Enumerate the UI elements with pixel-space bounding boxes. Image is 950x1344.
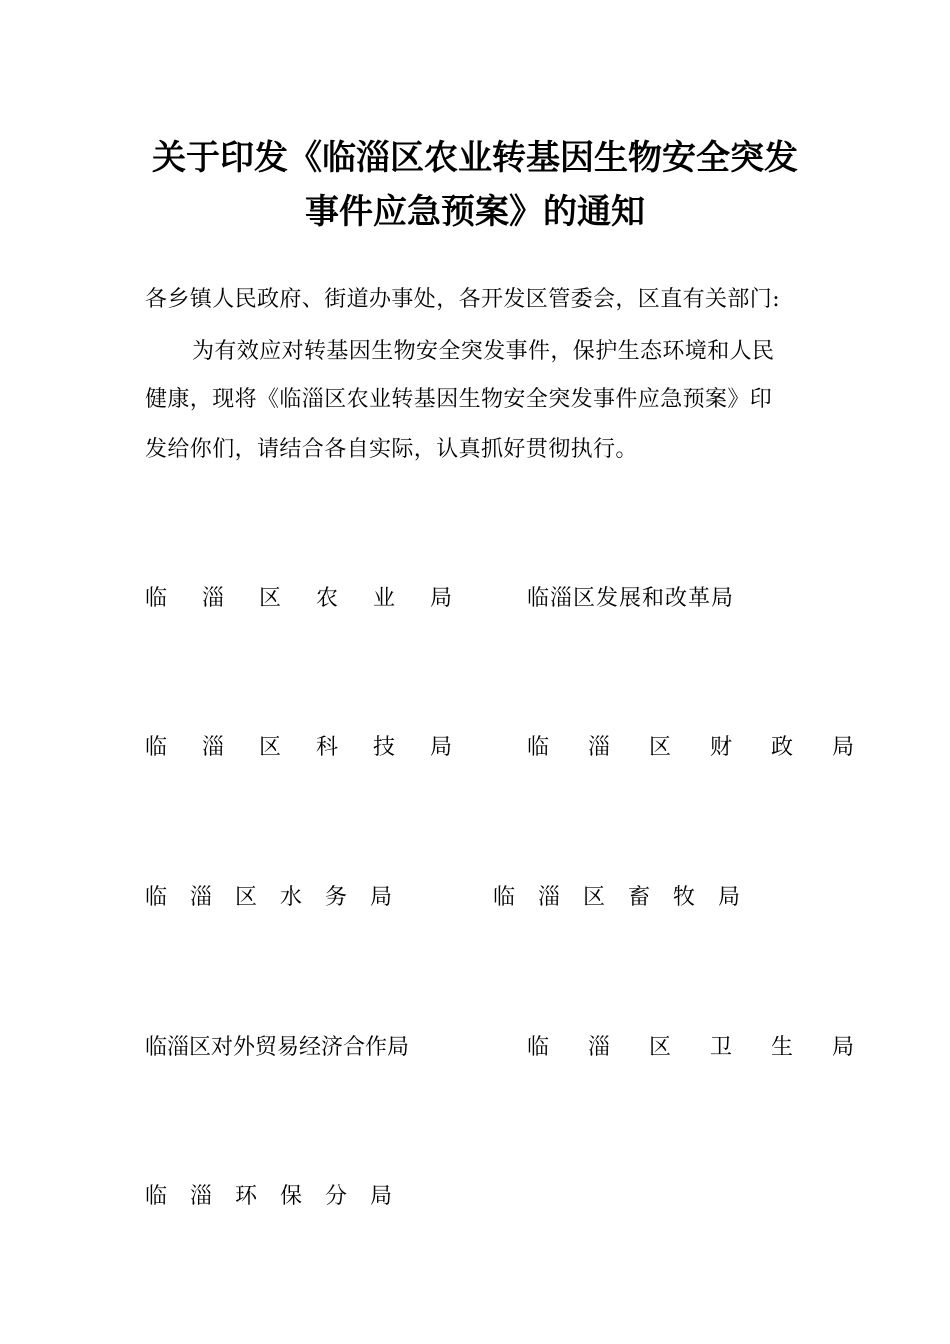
signatory-livestock: 临 淄 区 畜 牧 局 (493, 885, 748, 910)
signatory-finance: 临 淄 区 财 政 局 (527, 735, 870, 760)
signatory-development-reform: 临淄区发展和改革局 (527, 586, 735, 611)
salutation: 各乡镇人民政府、街道办事处，各开发区管委会，区直有关部门: (145, 287, 781, 312)
document-title-line-1: 关于印发《临淄区农业转基因生物安全突发 (152, 138, 798, 178)
signatory-agriculture: 临 淄 区 农 业 局 (145, 586, 466, 611)
signatory-environment: 临 淄 环 保 分 局 (145, 1184, 400, 1209)
signatory-science-tech: 临 淄 区 科 技 局 (145, 735, 466, 760)
signatory-water: 临 淄 区 水 务 局 (145, 885, 400, 910)
signatory-foreign-trade: 临淄区对外贸易经济合作局 (145, 1035, 410, 1060)
body-line-2: 健康，现将《临淄区农业转基因生物安全突发事件应急预案》印 (145, 387, 773, 412)
body-line-1: 为有效应对转基因生物安全突发事件，保护生态环境和人民 (192, 339, 775, 364)
body-line-3: 发给你们，请结合各自实际，认真抓好贯彻执行。 (145, 437, 638, 462)
signatory-health: 临 淄 区 卫 生 局 (527, 1035, 870, 1060)
document-title-line-2: 事件应急预案》的通知 (305, 192, 645, 232)
